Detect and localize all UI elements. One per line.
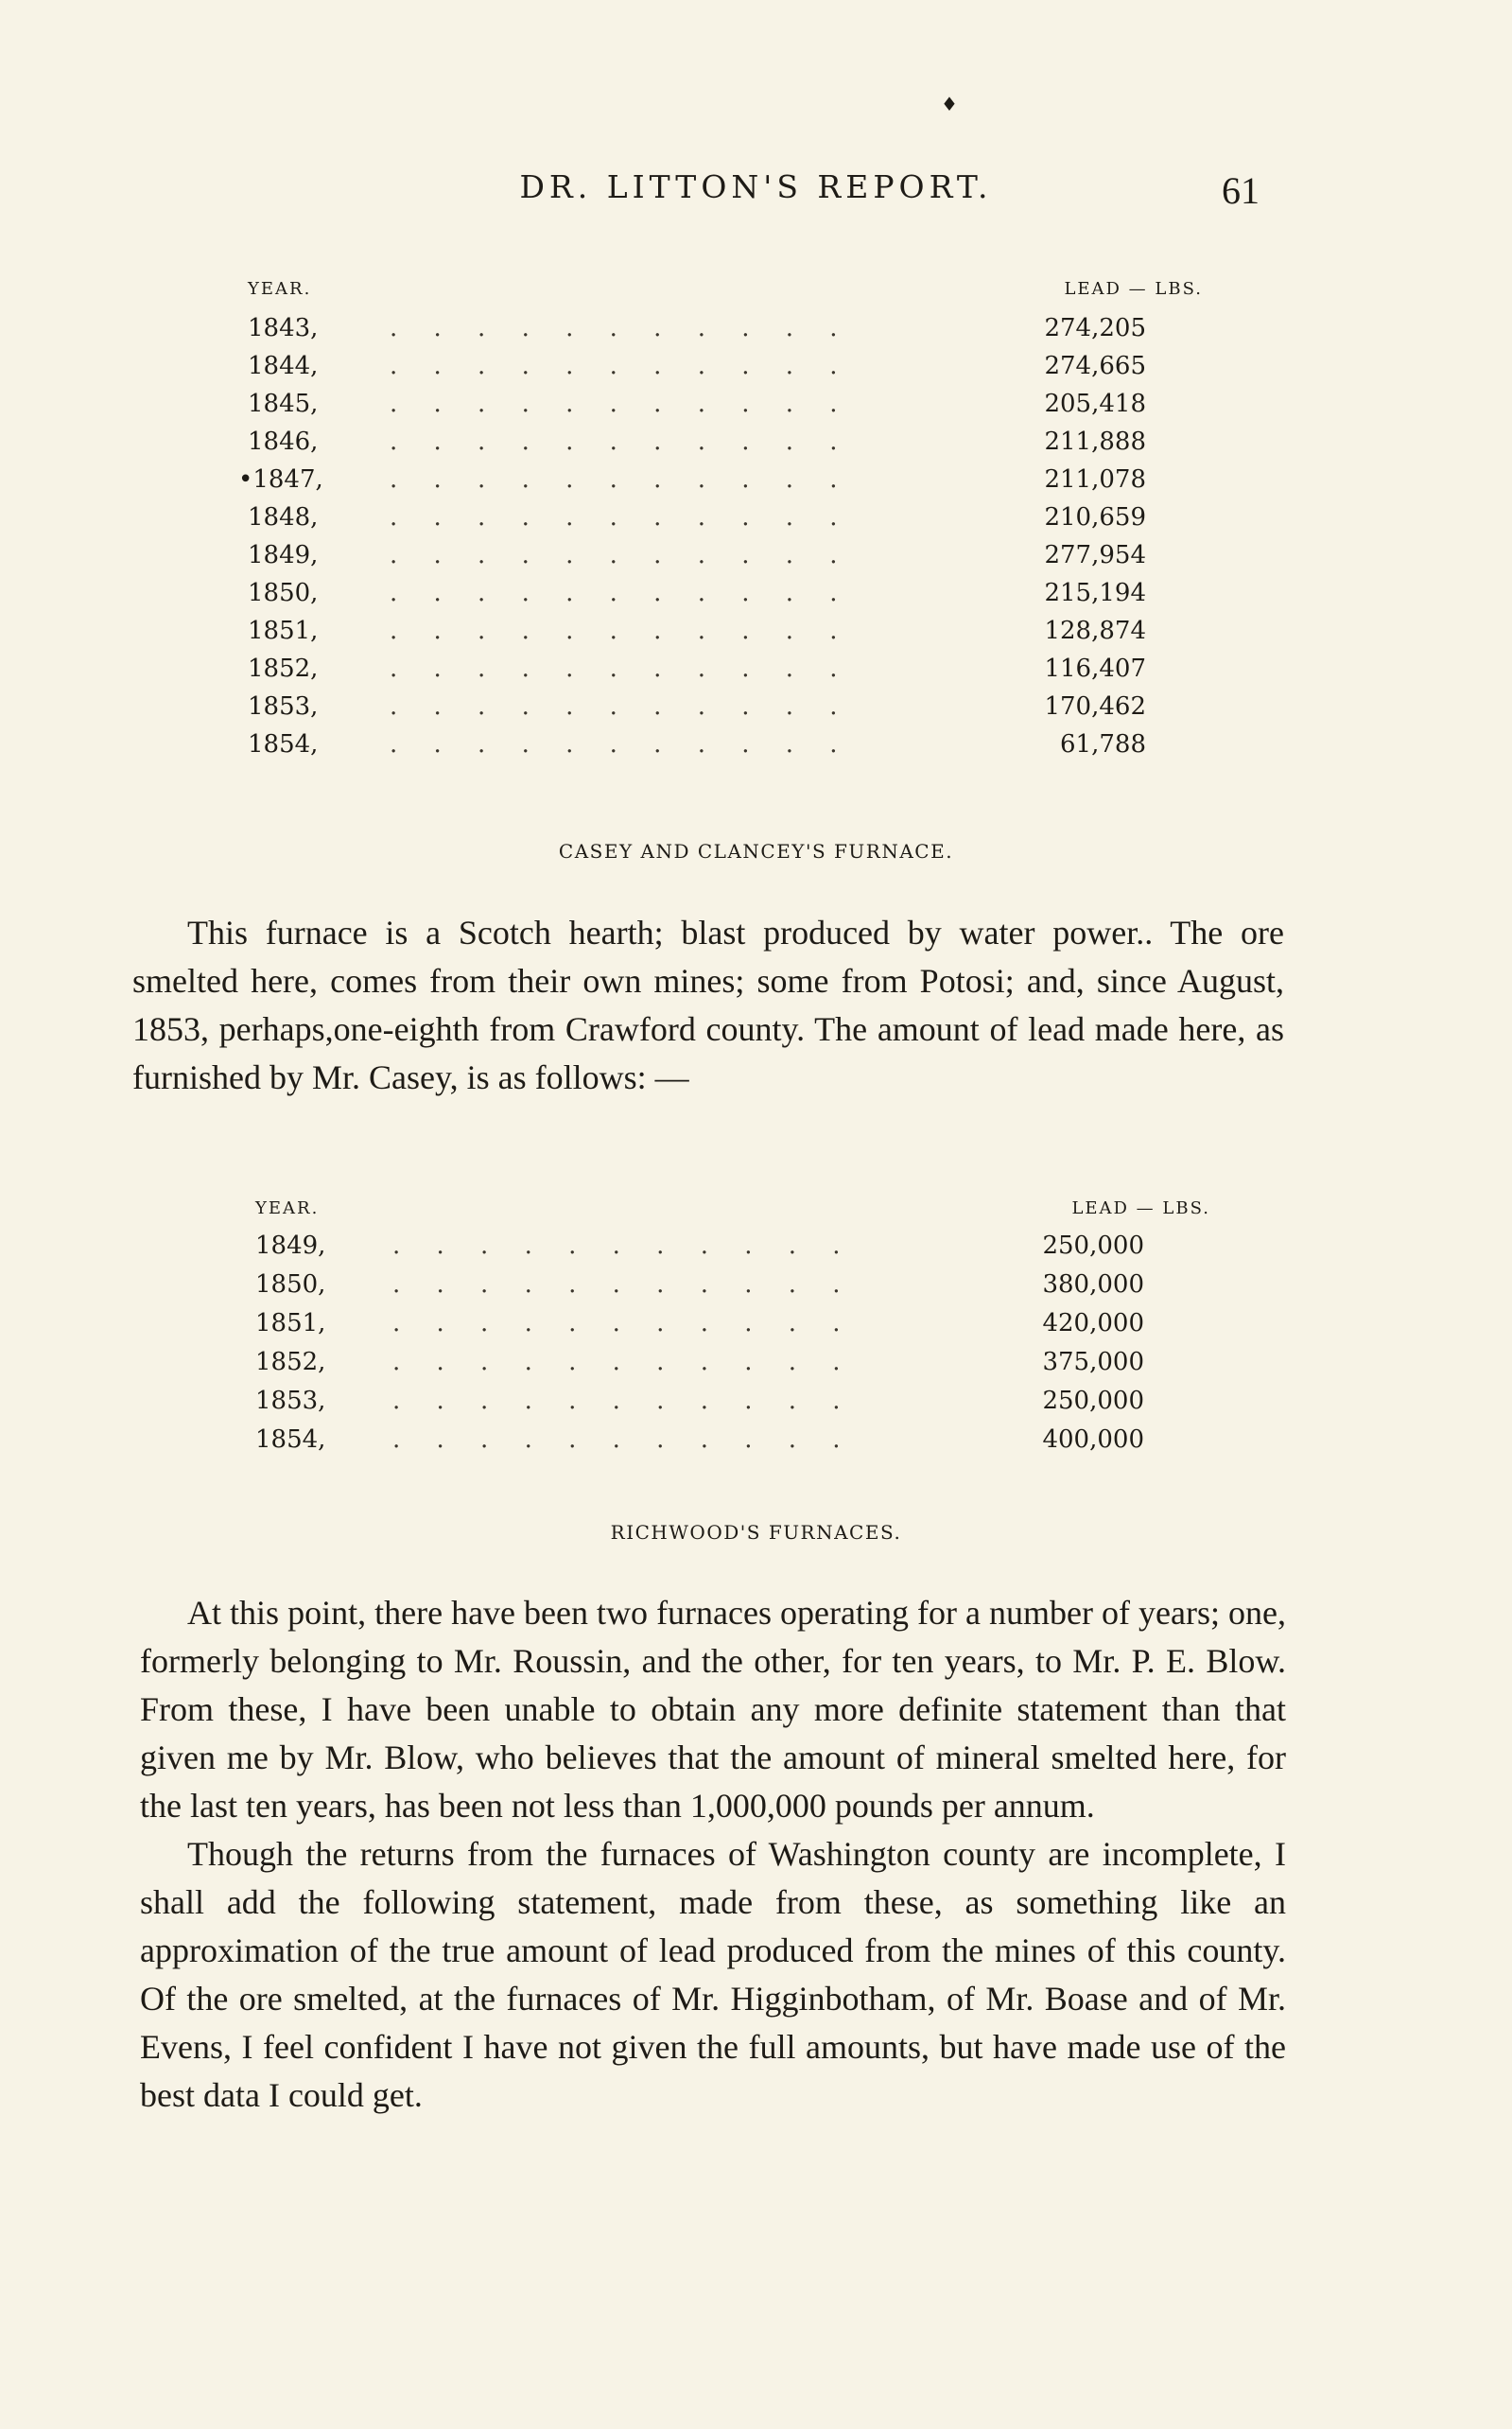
year-cell: 1853, (255, 1387, 326, 1415)
year-cell: 1846, (248, 428, 319, 456)
section-heading-richwood: RICHWOOD'S FURNACES. (610, 1521, 902, 1544)
lead-cell: 210,659 (1044, 503, 1146, 532)
year-cell: 1851, (255, 1309, 326, 1337)
year-cell: 1844, (248, 352, 319, 380)
year-cell: 1850, (255, 1270, 326, 1299)
year-cell: 1849, (248, 541, 319, 569)
body-paragraph: At this point, there have been two furnaces operating for a number of years; one, formerly belonging to Mr. Roussin, and the other, for ten years, to Mr. P. E. Blow. From these, I have been unable to obtain any more definite statement than that given me by Mr. Blow, who believes that the amount of mineral smelted here, for the last ten years, has been not less than 1,000,000 pounds per annum. (140, 1594, 1286, 1825)
year-cell: 1845, (248, 390, 319, 418)
year-cell: 1854, (248, 730, 319, 759)
lead-cell: 274,205 (1044, 314, 1146, 342)
lead-cell: 420,000 (1042, 1309, 1144, 1337)
running-title: DR. LITTON'S REPORT. (519, 168, 993, 205)
year-cell: 1848, (248, 503, 319, 532)
lead-cell: 205,418 (1044, 390, 1146, 418)
casey-paragraph (132, 909, 1284, 1102)
lead-cell: 274,665 (1044, 352, 1146, 380)
lead-cell: 380,000 (1042, 1270, 1144, 1299)
lead-cell: 116,407 (1044, 655, 1146, 683)
year-cell: 1853, (248, 692, 319, 721)
column-header-lead: LEAD — LBS. (1064, 279, 1203, 299)
lead-cell: 211,078 (1044, 465, 1146, 494)
year-cell: 1843, (248, 314, 319, 342)
lead-cell: 211,888 (1044, 428, 1146, 456)
lead-cell: 277,954 (1044, 541, 1146, 569)
lead-cell: 215,194 (1044, 579, 1146, 607)
column-header-year: YEAR. (255, 1198, 320, 1218)
year-cell: •1847, (238, 465, 323, 494)
page-number: 61 (1222, 169, 1260, 212)
column-header-lead: LEAD — LBS. (1071, 1198, 1210, 1218)
lead-cell: 375,000 (1042, 1348, 1144, 1376)
lead-cell: 61,788 (1060, 730, 1146, 759)
year-cell: 1852, (248, 655, 319, 683)
lead-cell: 128,874 (1044, 617, 1146, 645)
year-cell: 1854, (255, 1425, 326, 1454)
body-paragraph: Though the returns from the furnaces of Washington county are incomplete, I shall add the following statement, made from these, as something like an approximation of the true amount of lead produced from the mines of this county. Of the ore smelted, at the furnaces of Mr. Higginbotham, of Mr. Boase and of Mr. Evens, I feel confident I have not given the full amounts, but have made use of the best data I could get. (140, 1835, 1286, 2114)
section-heading-casey: CASEY AND CLANCEY'S FURNACE. (558, 840, 954, 863)
lead-cell: 250,000 (1042, 1387, 1144, 1415)
body-paragraph: This furnace is a Scotch hearth; blast produced by water power.. The ore smelted here, comes from their own mines; some from Potosi; and, since August, 1853, perhaps,one-eighth from Crawford county. The amount of lead made here, as furnished by Mr. Casey, is as follows: — (132, 914, 1284, 1096)
year-cell: 1850, (248, 579, 319, 607)
lead-table-1: YEAR. LEAD — LBS. 1843, . . . . . . . . . . . 274,205 1844, . . . . . . . . . . . 274,665 1845, . . . . . . . . . . . 205,418 1846, . . . . . . . . . . . 211,888 •1847, . . . . . . . . . . . 211,078 1848, . . . . . . . . . . . 210,659 1849, . . . . . . . . . . . 277,954 1850, . . . . . . . . . . . 215,194 1851, . . . . . . . . . . . 128,874 1852, . . . . . . . . . . . 116,407 1853, . . . . . . . . . . . 170,462 1854, . . . . . . . . . . . 61,788 (238, 279, 1203, 759)
lead-cell: 400,000 (1042, 1425, 1144, 1454)
year-cell: 1852, (255, 1348, 326, 1376)
year-cell: 1851, (248, 617, 319, 645)
lead-table-2: YEAR. LEAD — LBS. 1849, . . . . . . . . . . . 250,000 1850, . . . . . . . . . . . 380,000 1851, . . . . . . . . . . . 420,000 1852, . . . . . . . . . . . 375,000 1853, . . . . . . . . . . . 250,000 1854, . . . . . . . . . . . 400,000 (255, 1198, 1210, 1454)
printer-mark: ♦ (941, 93, 958, 115)
richwood-paragraphs (140, 1589, 1286, 2120)
year-cell: 1849, (255, 1232, 326, 1260)
lead-cell: 250,000 (1042, 1232, 1144, 1260)
lead-cell: 170,462 (1044, 692, 1146, 721)
column-header-year: YEAR. (248, 279, 312, 299)
